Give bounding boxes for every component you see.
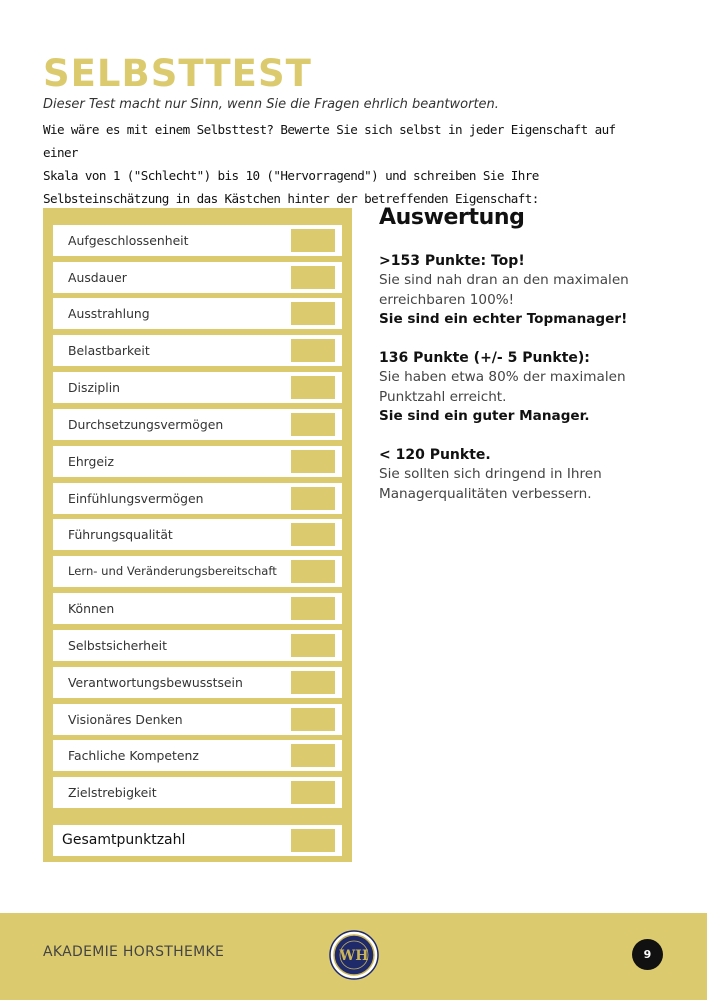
- trait-label: Führungsqualität: [68, 527, 173, 542]
- score-box[interactable]: [291, 450, 335, 473]
- score-box[interactable]: [291, 413, 335, 436]
- trait-row: [53, 630, 342, 661]
- trait-row: [53, 446, 342, 477]
- intro-text: [43, 118, 643, 210]
- trait-row: [53, 262, 342, 293]
- score-box[interactable]: [291, 744, 335, 767]
- trait-label: Ehrgeiz: [68, 454, 114, 469]
- score-box[interactable]: [291, 487, 335, 510]
- score-box[interactable]: [291, 302, 335, 325]
- evaluation-verdict: Sie sind ein guter Manager.: [379, 408, 590, 424]
- trait-row: [53, 483, 342, 514]
- score-box[interactable]: [291, 523, 335, 546]
- total-score-box[interactable]: [291, 829, 335, 852]
- trait-label: Disziplin: [68, 380, 120, 395]
- trait-row: [53, 556, 342, 587]
- evaluation-heading: >153 Punkte: Top!: [379, 253, 525, 269]
- evaluation-block: [379, 349, 689, 426]
- trait-label: Fachliche Kompetenz: [68, 748, 199, 763]
- score-box[interactable]: [291, 781, 335, 804]
- trait-label: Selbstsicherheit: [68, 638, 167, 653]
- total-row: [53, 825, 342, 856]
- evaluation-block: [379, 252, 689, 329]
- page-title: SELBSTTEST: [43, 52, 312, 95]
- trait-row: [53, 335, 342, 366]
- score-box[interactable]: [291, 634, 335, 657]
- trait-row: [53, 409, 342, 440]
- intro-line: Wie wäre es mit einem Selbsttest? Bewerte Sie sich selbst in jeder Eigenschaft auf einer: [43, 122, 616, 160]
- evaluation-text: Sie haben etwa 80% der maximalen Punktzahl erreicht.: [379, 369, 626, 405]
- trait-row: [53, 704, 342, 735]
- evaluation-verdict: Sie sind ein echter Topmanager!: [379, 311, 628, 327]
- svg-text:WH: WH: [339, 948, 369, 964]
- page-footer: [0, 913, 707, 1000]
- self-test-panel: [43, 208, 352, 862]
- evaluation-title: Auswertung: [379, 205, 525, 230]
- trait-label: Visionäres Denken: [68, 712, 183, 727]
- evaluation-block: [379, 446, 689, 504]
- trait-row: [53, 225, 342, 256]
- trait-label: Zielstrebigkeit: [68, 785, 157, 800]
- evaluation-heading: 136 Punkte (+/- 5 Punkte):: [379, 350, 590, 366]
- academy-logo: [329, 930, 379, 980]
- trait-label: Belastbarkeit: [68, 343, 150, 358]
- score-box[interactable]: [291, 597, 335, 620]
- trait-row: [53, 593, 342, 624]
- trait-label: Können: [68, 601, 115, 616]
- intro-line: Skala von 1 ("Schlecht") bis 10 ("Hervorragend") und schreiben Sie Ihre: [43, 168, 539, 183]
- evaluation-section: [379, 205, 689, 524]
- page-subtitle: Dieser Test macht nur Sinn, wenn Sie die Fragen ehrlich beantworten.: [43, 97, 499, 112]
- trait-row: [53, 298, 342, 329]
- trait-label: Lern- und Veränderungsbereitschaft: [68, 564, 277, 578]
- evaluation-text: Sie sind nah dran an den maximalen erreichbaren 100%!: [379, 272, 629, 308]
- trait-row: [53, 777, 342, 808]
- score-box[interactable]: [291, 229, 335, 252]
- trait-label: Ausstrahlung: [68, 306, 150, 321]
- trait-label: Ausdauer: [68, 270, 127, 285]
- score-box[interactable]: [291, 560, 335, 583]
- trait-label: Verantwortungsbewusstsein: [68, 675, 243, 690]
- trait-label: Durchsetzungsvermögen: [68, 417, 224, 432]
- score-box[interactable]: [291, 339, 335, 362]
- page-number-badge: 9: [632, 939, 663, 970]
- trait-label: Aufgeschlossenheit: [68, 233, 189, 248]
- organization-name: AKADEMIE HORSTHEMKE: [43, 944, 225, 960]
- score-box[interactable]: [291, 376, 335, 399]
- evaluation-text: Sie sollten sich dringend in Ihren Managerqualitäten verbessern.: [379, 466, 602, 502]
- evaluation-heading: < 120 Punkte.: [379, 447, 491, 463]
- intro-line: Selbsteinschätzung in das Kästchen hinter der betreffenden Eigenschaft:: [43, 191, 539, 206]
- trait-label: Einfühlungsvermögen: [68, 491, 204, 506]
- score-box[interactable]: [291, 671, 335, 694]
- trait-row: [53, 519, 342, 550]
- score-box[interactable]: [291, 708, 335, 731]
- trait-row: [53, 667, 342, 698]
- total-label: Gesamtpunktzahl: [62, 832, 186, 848]
- trait-row: [53, 740, 342, 771]
- score-box[interactable]: [291, 266, 335, 289]
- trait-row: [53, 372, 342, 403]
